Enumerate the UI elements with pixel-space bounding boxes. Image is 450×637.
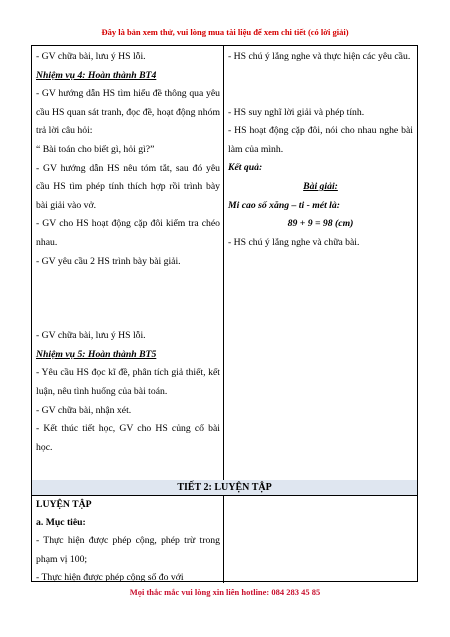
text-line: - Thực hiện được phép cộng, phép trừ trong phạm vị 100; — [36, 535, 220, 565]
objective-label: a. Mục tiêu: — [36, 517, 86, 529]
lesson-table — [31, 45, 418, 582]
text-line: - GV hướng dẫn HS tìm hiểu đề thông qua yêu cầu HS quan sát tranh, đọc đề, hoạt động nhóm trả lời câu hỏi: — [36, 88, 220, 137]
text-line: - HS hoạt động cặp đôi, nói cho nhau nghe bài làm của mình. — [228, 125, 413, 155]
text-line: - Thực hiện được phép cộng số đo với — [36, 571, 184, 583]
text-line: - GV yêu cầu 2 HS trình bày bài giải. — [36, 255, 181, 267]
text-line: - HS chú ý lắng nghe và thực hiện các yêu cầu. — [228, 51, 411, 62]
task-heading: Nhiệm vụ 5: Hoàn thành BT5 — [36, 348, 157, 360]
text-line: - GV chữa bài, lưu ý HS lỗi. — [36, 51, 146, 62]
solution-heading: Bài giải: — [303, 180, 338, 192]
result-label: Kết quả: — [228, 162, 263, 174]
teacher-activities-cell — [36, 48, 220, 457]
student-activities-cell — [228, 48, 413, 252]
task-heading: Nhiệm vụ 4: Hoàn thành BT4 — [36, 69, 157, 81]
column-divider — [223, 46, 224, 583]
practice-cell — [36, 496, 220, 587]
text-line: - HS suy nghĩ lời giải và phép tính. — [228, 106, 365, 118]
text-line: - Kết thúc tiết học, GV cho HS củng cố bài học. — [36, 423, 220, 453]
text-line: - GV chữa bài, nhận xét. — [36, 404, 132, 416]
bottom-banner: Mọi thắc mắc vui lòng xin liên hotline: 084 283 45 85 — [129, 587, 321, 597]
text-line: - GV cho HS hoạt động cặp đôi kiểm tra chéo nhau. — [36, 218, 220, 248]
text-line: - GV chữa bài, lưu ý HS lỗi. — [36, 330, 146, 342]
text-line: - HS chú ý lắng nghe và chữa bài. — [228, 236, 360, 248]
top-banner: Đây là bản xem thử, vui lòng mua tài liệu để xem chi tiết (có lời giải) — [101, 27, 349, 37]
solution-equation: 89 + 9 = 98 (cm) — [287, 218, 354, 230]
text-line: - Yêu cầu HS đọc kĩ đề, phân tích giả thiết, kết luận, nêu tình huống của bài toán. — [36, 367, 220, 397]
practice-heading: LUYỆN TẬP — [36, 499, 92, 510]
solution-line: Mi cao số xăng – ti - mét là: — [228, 199, 340, 211]
section-header: TIẾT 2: LUYỆN TẬP — [32, 480, 417, 495]
text-line: “ Bài toán cho biết gì, hỏi gì?” — [36, 143, 155, 155]
text-line: - GV hướng dẫn HS nêu tóm tắt, sau đó yêu cầu HS tìm phép tính thích hợp rồi trình bày bài giải vào vở. — [36, 162, 220, 211]
